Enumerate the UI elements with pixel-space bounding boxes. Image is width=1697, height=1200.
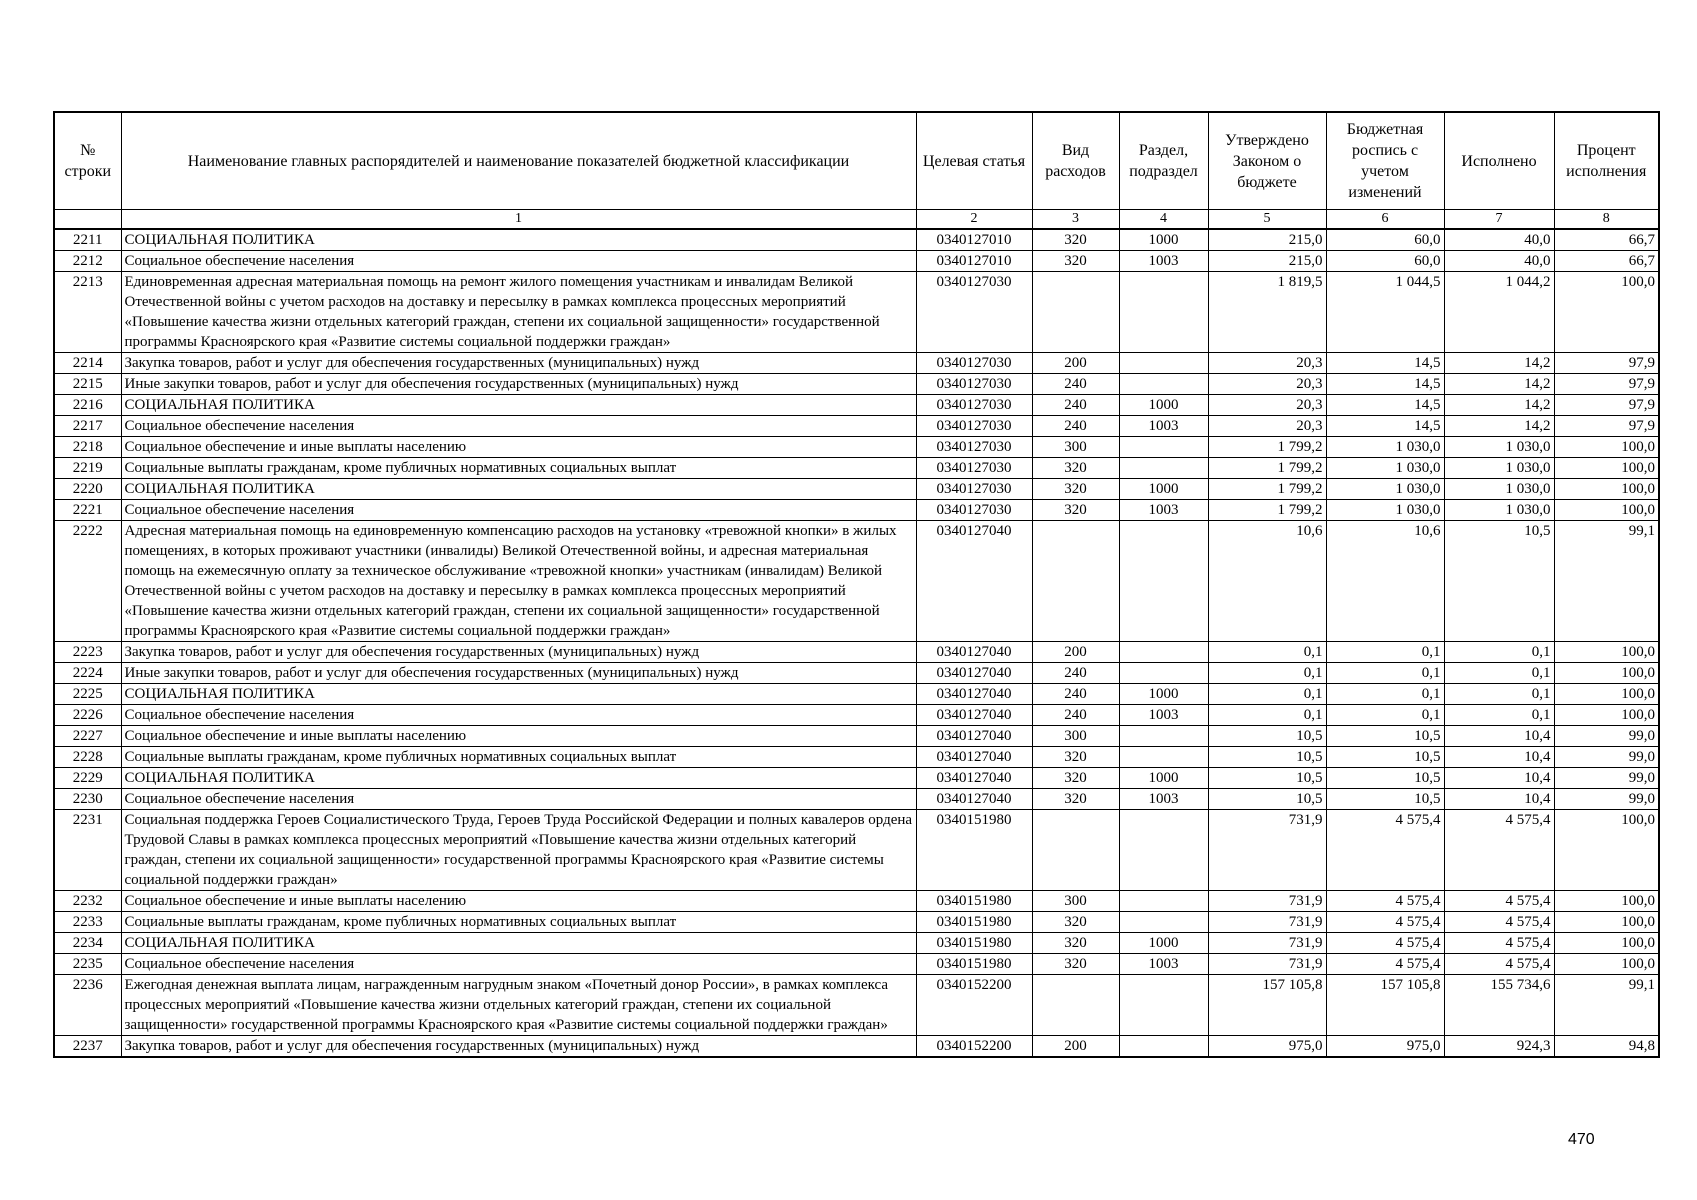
row-approved: 1 799,2 xyxy=(1208,500,1326,521)
row-number: 2228 xyxy=(54,747,121,768)
row-expense-type xyxy=(1032,521,1119,642)
row-number: 2231 xyxy=(54,810,121,891)
row-expense-type: 320 xyxy=(1032,747,1119,768)
table-row xyxy=(54,642,1659,663)
row-percent: 100,0 xyxy=(1554,458,1659,479)
row-number: 2224 xyxy=(54,663,121,684)
row-executed: 10,4 xyxy=(1444,726,1554,747)
row-section xyxy=(1119,1036,1208,1058)
row-name: Ежегодная денежная выплата лицам, награжденным нагрудным знаком «Почетный донор России», в рамках комплекса процессных мероприятий «Повышение качества жизни отдельных категорий граждан, степени их социальной защищенности» государственной программы Красноярского края «Развитие системы социальной поддержки граждан» xyxy=(121,975,916,1036)
row-approved: 1 799,2 xyxy=(1208,437,1326,458)
row-executed: 1 030,0 xyxy=(1444,479,1554,500)
row-section: 1000 xyxy=(1119,768,1208,789)
row-budget-schedule: 4 575,4 xyxy=(1326,810,1444,891)
row-approved: 731,9 xyxy=(1208,891,1326,912)
row-percent: 66,7 xyxy=(1554,229,1659,251)
row-approved: 1 799,2 xyxy=(1208,458,1326,479)
row-percent: 99,0 xyxy=(1554,789,1659,810)
row-number: 2221 xyxy=(54,500,121,521)
row-percent: 94,8 xyxy=(1554,1036,1659,1058)
row-expense-type: 320 xyxy=(1032,479,1119,500)
row-number: 2233 xyxy=(54,912,121,933)
row-target-article: 0340127040 xyxy=(916,768,1032,789)
row-name: Иные закупки товаров, работ и услуг для обеспечения государственных (муниципальных) нужд xyxy=(121,374,916,395)
row-expense-type: 320 xyxy=(1032,768,1119,789)
row-executed: 4 575,4 xyxy=(1444,912,1554,933)
row-target-article: 0340127030 xyxy=(916,374,1032,395)
row-name: Социальные выплаты гражданам, кроме публичных нормативных социальных выплат xyxy=(121,458,916,479)
row-number: 2236 xyxy=(54,975,121,1036)
column-number: 6 xyxy=(1326,210,1444,230)
column-number xyxy=(54,210,121,230)
row-expense-type: 320 xyxy=(1032,500,1119,521)
table-row xyxy=(54,272,1659,353)
row-approved: 20,3 xyxy=(1208,395,1326,416)
row-number: 2212 xyxy=(54,251,121,272)
row-section: 1003 xyxy=(1119,251,1208,272)
column-number: 5 xyxy=(1208,210,1326,230)
row-executed: 0,1 xyxy=(1444,663,1554,684)
row-expense-type: 240 xyxy=(1032,416,1119,437)
row-percent: 99,1 xyxy=(1554,521,1659,642)
row-number: 2213 xyxy=(54,272,121,353)
row-name: Закупка товаров, работ и услуг для обеспечения государственных (муниципальных) нужд xyxy=(121,642,916,663)
row-target-article: 0340127040 xyxy=(916,789,1032,810)
header-row-number: № строки xyxy=(54,112,121,210)
row-budget-schedule: 0,1 xyxy=(1326,705,1444,726)
row-target-article: 0340127030 xyxy=(916,395,1032,416)
row-executed: 4 575,4 xyxy=(1444,954,1554,975)
table-header xyxy=(54,112,1659,229)
row-number: 2226 xyxy=(54,705,121,726)
row-number: 2225 xyxy=(54,684,121,705)
row-section xyxy=(1119,374,1208,395)
row-budget-schedule: 10,5 xyxy=(1326,768,1444,789)
row-name: Единовременная адресная материальная помощь на ремонт жилого помещения участникам и инвалидам Великой Отечественной войны с учетом расходов на доставку и пересылку в рамках комплекса процессных мероприятий «Повышение качества жизни отдельных категорий граждан, степени их социальной защищенности» государственной программы Красноярского края «Развитие системы социальной поддержки граждан» xyxy=(121,272,916,353)
table-row xyxy=(54,353,1659,374)
header-section: Раздел, подраздел xyxy=(1119,112,1208,210)
row-name: Социальное обеспечение населения xyxy=(121,251,916,272)
row-expense-type: 320 xyxy=(1032,933,1119,954)
row-percent: 100,0 xyxy=(1554,684,1659,705)
row-expense-type: 300 xyxy=(1032,437,1119,458)
row-executed: 0,1 xyxy=(1444,705,1554,726)
row-name: Социальное обеспечение населения xyxy=(121,954,916,975)
row-section xyxy=(1119,521,1208,642)
row-expense-type xyxy=(1032,272,1119,353)
row-approved: 1 819,5 xyxy=(1208,272,1326,353)
row-percent: 66,7 xyxy=(1554,251,1659,272)
row-executed: 14,2 xyxy=(1444,353,1554,374)
row-target-article: 0340151980 xyxy=(916,954,1032,975)
row-percent: 100,0 xyxy=(1554,500,1659,521)
table-body xyxy=(54,229,1659,1057)
row-approved: 215,0 xyxy=(1208,229,1326,251)
table-row xyxy=(54,479,1659,500)
row-executed: 10,4 xyxy=(1444,747,1554,768)
row-executed: 155 734,6 xyxy=(1444,975,1554,1036)
row-number: 2232 xyxy=(54,891,121,912)
row-target-article: 0340127030 xyxy=(916,416,1032,437)
table-row xyxy=(54,789,1659,810)
row-approved: 10,5 xyxy=(1208,747,1326,768)
row-executed: 1 030,0 xyxy=(1444,500,1554,521)
row-percent: 97,9 xyxy=(1554,395,1659,416)
table-row xyxy=(54,768,1659,789)
table-row xyxy=(54,726,1659,747)
row-budget-schedule: 1 030,0 xyxy=(1326,437,1444,458)
row-target-article: 0340127040 xyxy=(916,684,1032,705)
row-number: 2211 xyxy=(54,229,121,251)
row-target-article: 0340151980 xyxy=(916,891,1032,912)
row-executed: 40,0 xyxy=(1444,251,1554,272)
row-expense-type xyxy=(1032,975,1119,1036)
row-target-article: 0340152200 xyxy=(916,1036,1032,1058)
row-expense-type: 320 xyxy=(1032,789,1119,810)
row-percent: 100,0 xyxy=(1554,810,1659,891)
row-executed: 10,4 xyxy=(1444,768,1554,789)
table-row xyxy=(54,437,1659,458)
row-approved: 10,6 xyxy=(1208,521,1326,642)
row-expense-type: 320 xyxy=(1032,458,1119,479)
row-budget-schedule: 0,1 xyxy=(1326,642,1444,663)
row-budget-schedule: 14,5 xyxy=(1326,416,1444,437)
row-expense-type: 240 xyxy=(1032,374,1119,395)
row-budget-schedule: 10,6 xyxy=(1326,521,1444,642)
row-approved: 731,9 xyxy=(1208,912,1326,933)
table-row xyxy=(54,251,1659,272)
row-section xyxy=(1119,891,1208,912)
row-approved: 0,1 xyxy=(1208,684,1326,705)
row-name: СОЦИАЛЬНАЯ ПОЛИТИКА xyxy=(121,395,916,416)
row-section: 1003 xyxy=(1119,789,1208,810)
row-budget-schedule: 4 575,4 xyxy=(1326,891,1444,912)
table-row xyxy=(54,705,1659,726)
row-approved: 10,5 xyxy=(1208,726,1326,747)
header-percent: Процент исполнения xyxy=(1554,112,1659,210)
row-budget-schedule: 10,5 xyxy=(1326,726,1444,747)
table-row xyxy=(54,1036,1659,1058)
row-section: 1000 xyxy=(1119,479,1208,500)
row-name: Иные закупки товаров, работ и услуг для обеспечения государственных (муниципальных) нужд xyxy=(121,663,916,684)
row-number: 2218 xyxy=(54,437,121,458)
row-section: 1003 xyxy=(1119,416,1208,437)
row-expense-type xyxy=(1032,810,1119,891)
row-budget-schedule: 14,5 xyxy=(1326,395,1444,416)
row-executed: 14,2 xyxy=(1444,416,1554,437)
row-target-article: 0340127030 xyxy=(916,479,1032,500)
column-number: 4 xyxy=(1119,210,1208,230)
row-percent: 100,0 xyxy=(1554,933,1659,954)
row-percent: 100,0 xyxy=(1554,705,1659,726)
row-target-article: 0340127040 xyxy=(916,726,1032,747)
row-approved: 20,3 xyxy=(1208,353,1326,374)
row-name: Социальные выплаты гражданам, кроме публичных нормативных социальных выплат xyxy=(121,747,916,768)
table-row xyxy=(54,891,1659,912)
row-section xyxy=(1119,663,1208,684)
row-number: 2216 xyxy=(54,395,121,416)
row-section xyxy=(1119,642,1208,663)
row-number: 2214 xyxy=(54,353,121,374)
row-percent: 97,9 xyxy=(1554,353,1659,374)
row-approved: 731,9 xyxy=(1208,810,1326,891)
table-row xyxy=(54,747,1659,768)
row-target-article: 0340152200 xyxy=(916,975,1032,1036)
table-row xyxy=(54,912,1659,933)
row-name: Закупка товаров, работ и услуг для обеспечения государственных (муниципальных) нужд xyxy=(121,353,916,374)
row-budget-schedule: 4 575,4 xyxy=(1326,912,1444,933)
column-number: 3 xyxy=(1032,210,1119,230)
row-section: 1000 xyxy=(1119,395,1208,416)
row-name: Социальное обеспечение и иные выплаты населению xyxy=(121,891,916,912)
row-budget-schedule: 4 575,4 xyxy=(1326,954,1444,975)
row-number: 2227 xyxy=(54,726,121,747)
row-target-article: 0340127030 xyxy=(916,458,1032,479)
row-section xyxy=(1119,437,1208,458)
row-target-article: 0340127040 xyxy=(916,747,1032,768)
row-name: СОЦИАЛЬНАЯ ПОЛИТИКА xyxy=(121,229,916,251)
row-expense-type: 320 xyxy=(1032,229,1119,251)
row-name: СОЦИАЛЬНАЯ ПОЛИТИКА xyxy=(121,479,916,500)
row-percent: 100,0 xyxy=(1554,642,1659,663)
row-section: 1003 xyxy=(1119,705,1208,726)
row-executed: 1 044,2 xyxy=(1444,272,1554,353)
row-section xyxy=(1119,810,1208,891)
header-row xyxy=(54,112,1659,210)
row-executed: 1 030,0 xyxy=(1444,437,1554,458)
header-executed: Исполнено xyxy=(1444,112,1554,210)
row-approved: 20,3 xyxy=(1208,374,1326,395)
header-target-article: Целевая статья xyxy=(916,112,1032,210)
column-number: 8 xyxy=(1554,210,1659,230)
row-target-article: 0340127030 xyxy=(916,500,1032,521)
row-budget-schedule: 1 030,0 xyxy=(1326,458,1444,479)
row-executed: 4 575,4 xyxy=(1444,933,1554,954)
row-approved: 731,9 xyxy=(1208,954,1326,975)
row-percent: 99,0 xyxy=(1554,768,1659,789)
row-name: СОЦИАЛЬНАЯ ПОЛИТИКА xyxy=(121,933,916,954)
row-executed: 4 575,4 xyxy=(1444,891,1554,912)
row-approved: 215,0 xyxy=(1208,251,1326,272)
row-budget-schedule: 14,5 xyxy=(1326,374,1444,395)
row-percent: 99,0 xyxy=(1554,726,1659,747)
row-name: Адресная материальная помощь на единовременную компенсацию расходов на установку «тревожной кнопки» в жилых помещениях, в которых проживают участники (инвалиды) Великой Отечественной войны, и адресная материальная помощь на ежемесячную оплату за техническое обслуживание «тревожной кнопки» участникам (инвалидам) Великой Отечественной войны с учетом расходов на доставку и пересылку в рамках комплекса процессных мероприятий «Повышение качества жизни отдельных категорий граждан, степени их социальной защищенности» государственной программы Красноярского края «Развитие системы социальной поддержки граждан» xyxy=(121,521,916,642)
row-budget-schedule: 10,5 xyxy=(1326,789,1444,810)
row-approved: 20,3 xyxy=(1208,416,1326,437)
row-expense-type: 320 xyxy=(1032,251,1119,272)
row-section xyxy=(1119,458,1208,479)
row-number: 2223 xyxy=(54,642,121,663)
row-expense-type: 200 xyxy=(1032,642,1119,663)
row-approved: 10,5 xyxy=(1208,789,1326,810)
row-expense-type: 300 xyxy=(1032,726,1119,747)
row-budget-schedule: 4 575,4 xyxy=(1326,933,1444,954)
row-target-article: 0340151980 xyxy=(916,912,1032,933)
row-percent: 100,0 xyxy=(1554,891,1659,912)
row-approved: 0,1 xyxy=(1208,642,1326,663)
row-approved: 731,9 xyxy=(1208,933,1326,954)
row-percent: 100,0 xyxy=(1554,272,1659,353)
row-name: Закупка товаров, работ и услуг для обеспечения государственных (муниципальных) нужд xyxy=(121,1036,916,1058)
table-row xyxy=(54,500,1659,521)
row-expense-type: 240 xyxy=(1032,395,1119,416)
row-number: 2234 xyxy=(54,933,121,954)
row-budget-schedule: 975,0 xyxy=(1326,1036,1444,1058)
table-row xyxy=(54,416,1659,437)
row-target-article: 0340127010 xyxy=(916,229,1032,251)
table-row xyxy=(54,395,1659,416)
row-section xyxy=(1119,272,1208,353)
row-number: 2222 xyxy=(54,521,121,642)
row-target-article: 0340127040 xyxy=(916,642,1032,663)
table-row xyxy=(54,374,1659,395)
row-name: СОЦИАЛЬНАЯ ПОЛИТИКА xyxy=(121,768,916,789)
row-budget-schedule: 1 030,0 xyxy=(1326,479,1444,500)
row-executed: 4 575,4 xyxy=(1444,810,1554,891)
row-section xyxy=(1119,747,1208,768)
row-budget-schedule: 1 044,5 xyxy=(1326,272,1444,353)
row-approved: 0,1 xyxy=(1208,663,1326,684)
row-percent: 100,0 xyxy=(1554,954,1659,975)
table-row xyxy=(54,229,1659,251)
header-expense-type: Вид расходов xyxy=(1032,112,1119,210)
row-name: Социальное обеспечение населения xyxy=(121,705,916,726)
table-row xyxy=(54,663,1659,684)
row-budget-schedule: 60,0 xyxy=(1326,251,1444,272)
row-name: СОЦИАЛЬНАЯ ПОЛИТИКА xyxy=(121,684,916,705)
row-budget-schedule: 60,0 xyxy=(1326,229,1444,251)
row-percent: 97,9 xyxy=(1554,374,1659,395)
row-percent: 99,0 xyxy=(1554,747,1659,768)
row-name: Социальное обеспечение и иные выплаты населению xyxy=(121,726,916,747)
row-section xyxy=(1119,912,1208,933)
column-number: 7 xyxy=(1444,210,1554,230)
row-name: Социальная поддержка Героев Социалистического Труда, Героев Труда Российской Федерации и полных кавалеров ордена Трудовой Славы в рамках комплекса процессных мероприятий «Повышение качества жизни отдельных категорий граждан, степени их социальной защищенности» государственной программы Красноярского края «Развитие системы социальной поддержки граждан» xyxy=(121,810,916,891)
row-name: Социальные выплаты гражданам, кроме публичных нормативных социальных выплат xyxy=(121,912,916,933)
row-target-article: 0340127040 xyxy=(916,705,1032,726)
row-number: 2215 xyxy=(54,374,121,395)
row-target-article: 0340127040 xyxy=(916,521,1032,642)
header-name: Наименование главных распорядителей и наименование показателей бюджетной классификации xyxy=(121,112,916,210)
row-expense-type: 320 xyxy=(1032,954,1119,975)
row-section xyxy=(1119,726,1208,747)
row-executed: 924,3 xyxy=(1444,1036,1554,1058)
table-row xyxy=(54,521,1659,642)
header-budget-schedule: Бюджетная роспись с учетом изменений xyxy=(1326,112,1444,210)
row-approved: 10,5 xyxy=(1208,768,1326,789)
row-target-article: 0340127030 xyxy=(916,353,1032,374)
row-target-article: 0340127040 xyxy=(916,663,1032,684)
row-section: 1000 xyxy=(1119,933,1208,954)
row-name: Социальное обеспечение и иные выплаты населению xyxy=(121,437,916,458)
table-row xyxy=(54,933,1659,954)
row-target-article: 0340127010 xyxy=(916,251,1032,272)
budget-execution-table xyxy=(53,111,1660,1058)
row-approved: 975,0 xyxy=(1208,1036,1326,1058)
row-percent: 100,0 xyxy=(1554,912,1659,933)
column-number: 1 xyxy=(121,210,916,230)
row-approved: 157 105,8 xyxy=(1208,975,1326,1036)
row-number: 2220 xyxy=(54,479,121,500)
row-number: 2219 xyxy=(54,458,121,479)
row-budget-schedule: 0,1 xyxy=(1326,663,1444,684)
row-section: 1003 xyxy=(1119,954,1208,975)
column-number: 2 xyxy=(916,210,1032,230)
row-executed: 0,1 xyxy=(1444,642,1554,663)
row-budget-schedule: 1 030,0 xyxy=(1326,500,1444,521)
row-expense-type: 320 xyxy=(1032,912,1119,933)
row-executed: 1 030,0 xyxy=(1444,458,1554,479)
row-executed: 0,1 xyxy=(1444,684,1554,705)
row-approved: 1 799,2 xyxy=(1208,479,1326,500)
row-section: 1003 xyxy=(1119,500,1208,521)
row-number: 2217 xyxy=(54,416,121,437)
row-expense-type: 200 xyxy=(1032,353,1119,374)
row-budget-schedule: 10,5 xyxy=(1326,747,1444,768)
page-number: 470 xyxy=(1568,1131,1595,1148)
column-number-row xyxy=(54,210,1659,230)
row-percent: 100,0 xyxy=(1554,663,1659,684)
table-row xyxy=(54,684,1659,705)
row-name: Социальное обеспечение населения xyxy=(121,416,916,437)
row-target-article: 0340151980 xyxy=(916,810,1032,891)
row-target-article: 0340151980 xyxy=(916,933,1032,954)
row-budget-schedule: 0,1 xyxy=(1326,684,1444,705)
row-section: 1000 xyxy=(1119,229,1208,251)
row-name: Социальное обеспечение населения xyxy=(121,789,916,810)
row-expense-type: 300 xyxy=(1032,891,1119,912)
row-target-article: 0340127030 xyxy=(916,272,1032,353)
row-number: 2230 xyxy=(54,789,121,810)
table-row xyxy=(54,458,1659,479)
row-percent: 100,0 xyxy=(1554,479,1659,500)
row-executed: 40,0 xyxy=(1444,229,1554,251)
table-row xyxy=(54,975,1659,1036)
row-section xyxy=(1119,975,1208,1036)
header-approved: Утверждено Законом о бюджете xyxy=(1208,112,1326,210)
row-percent: 99,1 xyxy=(1554,975,1659,1036)
row-executed: 10,4 xyxy=(1444,789,1554,810)
row-approved: 0,1 xyxy=(1208,705,1326,726)
row-executed: 10,5 xyxy=(1444,521,1554,642)
row-name: Социальное обеспечение населения xyxy=(121,500,916,521)
table-row xyxy=(54,810,1659,891)
row-target-article: 0340127030 xyxy=(916,437,1032,458)
table-row xyxy=(54,954,1659,975)
row-number: 2237 xyxy=(54,1036,121,1058)
row-budget-schedule: 14,5 xyxy=(1326,353,1444,374)
row-expense-type: 200 xyxy=(1032,1036,1119,1058)
row-number: 2235 xyxy=(54,954,121,975)
row-section xyxy=(1119,353,1208,374)
row-executed: 14,2 xyxy=(1444,395,1554,416)
row-section: 1000 xyxy=(1119,684,1208,705)
row-budget-schedule: 157 105,8 xyxy=(1326,975,1444,1036)
row-percent: 97,9 xyxy=(1554,416,1659,437)
row-executed: 14,2 xyxy=(1444,374,1554,395)
row-percent: 100,0 xyxy=(1554,437,1659,458)
row-expense-type: 240 xyxy=(1032,684,1119,705)
row-expense-type: 240 xyxy=(1032,663,1119,684)
row-number: 2229 xyxy=(54,768,121,789)
row-expense-type: 240 xyxy=(1032,705,1119,726)
